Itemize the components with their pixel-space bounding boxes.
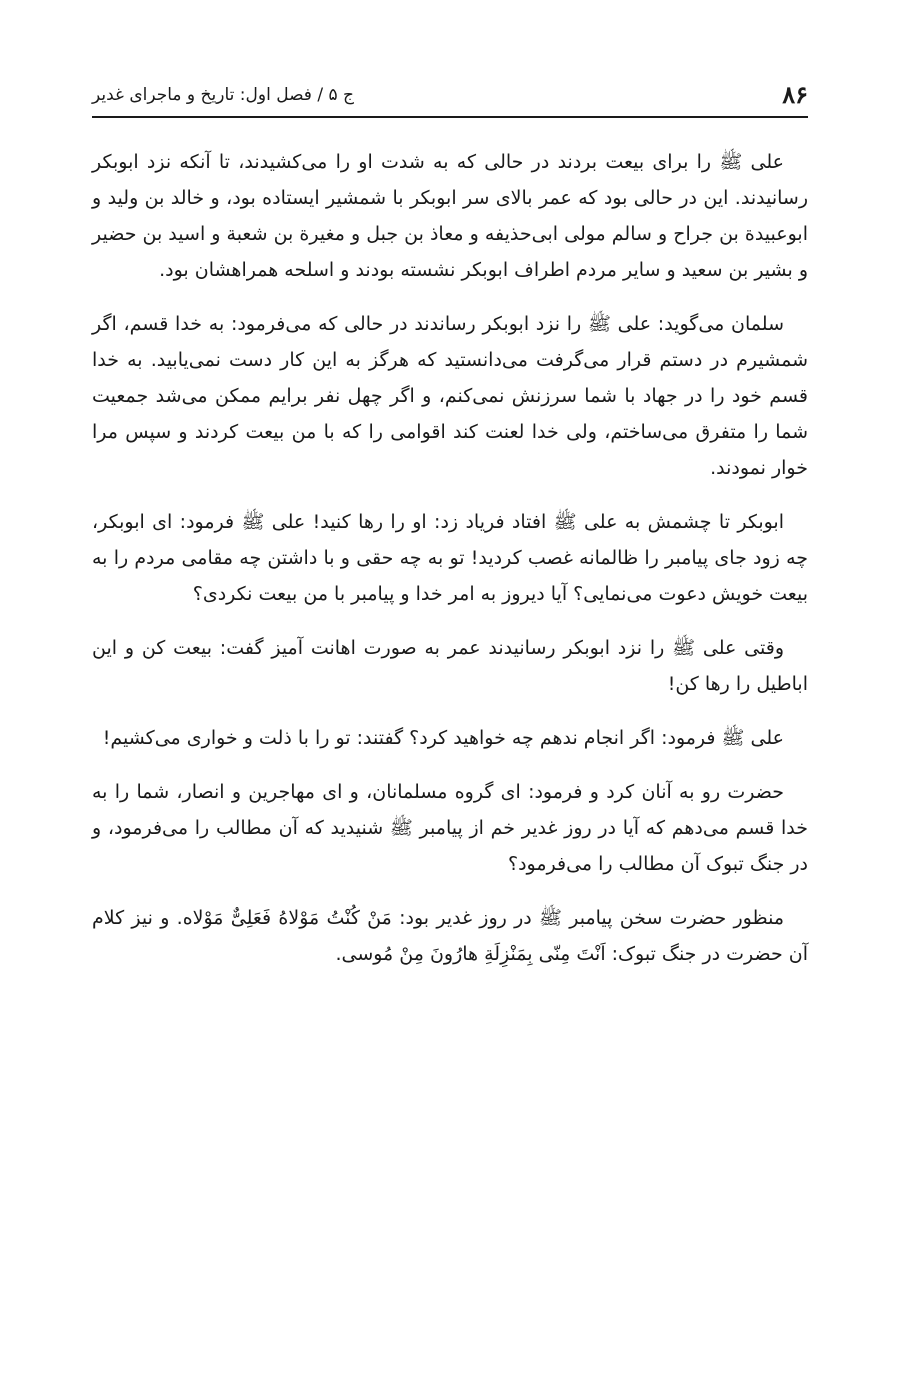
paragraph: وقتی علی ﷺ را نزد ابوبکر رسانیدند عمر به صورت اهانت آمیز گفت: بیعت کن و این اباطیل را رها کن! — [92, 637, 808, 695]
body-text — [92, 144, 808, 990]
paragraph: علی ﷺ را برای بیعت بردند در حالی که به شدت او را می‌کشیدند، تا آنکه نزد ابوبکر رسانیدند. این در حالی بود که عمر بالای سر ابوبکر با شمشیر ایستاده بود، و خالد بن ولید و ابوعبیدة بن جراح و سالم مولی ابی‌حذیفه و معاذ بن جبل و مغیرة بن شعبة و اسید بن حضیر و بشیر بن سعید و سایر مردم اطراف ابوبکر نشسته بودند و اسلحه همراهشان بود. — [92, 151, 808, 281]
paragraph: علی ﷺ فرمود: اگر انجام ندهم چه خواهید کرد؟ گفتند: تو را با ذلت و خواری می‌کشیم! — [102, 727, 784, 749]
paragraph: ابوبکر تا چشمش به علی ﷺ افتاد فریاد زد: او را رها کنید! علی ﷺ فرمود: ای ابوبکر، چه زود جای پیامبر را ظالمانه غصب کردید! تو به چه حقی و با داشتن چه مقامی مردم را به بیعت خویش دعوت می‌نمایی؟ آیا دیروز به امر خدا و پیامبر با من بیعت نکردی؟ — [92, 511, 808, 605]
running-title: ج ۵ / فصل اول: تاریخ و ماجرای غدیر — [92, 85, 355, 105]
page-number: ۸۶ — [782, 80, 808, 109]
header-divider — [92, 116, 808, 118]
paragraph: حضرت رو به آنان کرد و فرمود: ای گروه مسلمانان، و ای مهاجرین و انصار، شما را به خدا قسم می‌دهم که آیا در روز غدیر خم از پیامبر ﷺ شنیدید که آن مطالب را می‌فرمود، و در جنگ تبوک آن مطالب را می‌فرمود؟ — [92, 781, 808, 875]
book-page — [92, 0, 808, 1390]
paragraph: منظور حضرت سخن پیامبر ﷺ در روز غدیر بود: مَنْ کُنْتُ مَوْلاهُ فَعَلِیٌّ مَوْلاه. و نیز کلام آن حضرت در جنگ تبوک: اَنْتَ مِنّی بِمَنْزِلَةِ هارُونَ مِنْ مُوسی. — [92, 907, 808, 965]
paragraph: سلمان می‌گوید: علی ﷺ را نزد ابوبکر رساندند در حالی که می‌فرمود: به خدا قسم، اگر شمشیرم در دستم قرار می‌گرفت می‌دانستید که هرگز به این کار دست نمی‌یابید. به خدا قسم خود را در جهاد با شما سرزنش نمی‌کنم، و اگر چهل نفر برایم ممکن می‌شد جمعیت شما را متفرق می‌ساختم، ولی خدا لعنت کند اقوامی را که با من بیعت کردند و سپس مرا خوار نمودند. — [92, 313, 808, 479]
page-header — [92, 70, 808, 110]
